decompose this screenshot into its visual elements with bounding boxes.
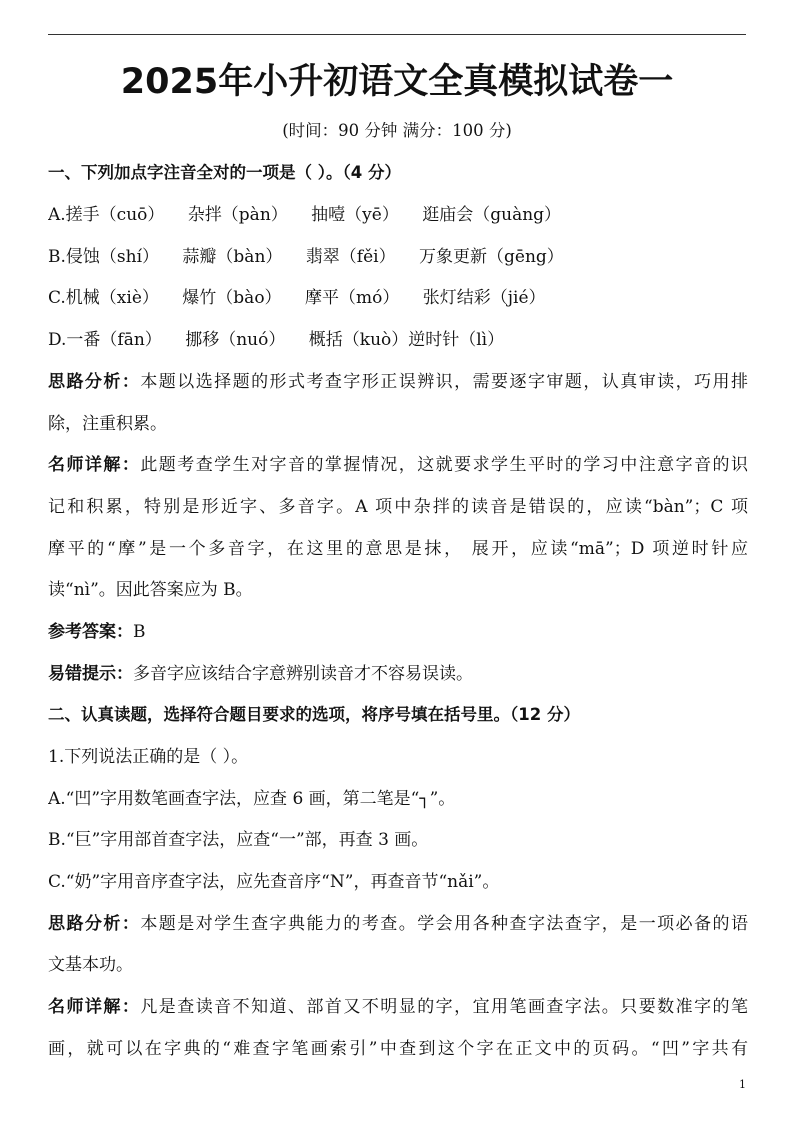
page-number: 1 (739, 1078, 746, 1091)
section2-detail-line-2: 画，就可以在字典的“难查字笔画索引”中查到这个字在正文中的页码。“凹”字共有 (48, 1039, 748, 1059)
option-d-item-3: 概括（kuò）逆时针（lì） (308, 330, 505, 350)
option-c-item-4: 张灯结彩（jié） (422, 288, 546, 308)
detail-label: 名师详解： (48, 455, 141, 475)
section1-detail-line-4: 读“nì”。因此答案应为 B。 (48, 580, 253, 600)
question-1-option-a: A.“凹”字用数笔画查字法，应查 6 画，第二笔是“┐”。 (48, 789, 456, 809)
option-a-item-3: 抽噎（yē） (311, 205, 399, 225)
tip-text: 多音字应该结合字意辨别读音才不容易误读。 (133, 664, 473, 684)
option-a (48, 202, 748, 228)
detail-text: 此题考查学生对字音的掌握情况，这就要求学生平时的学习中注意字音的识 (140, 455, 748, 475)
section2-heading: 二、认真读题，选择符合题目要求的选项，将序号填在括号里。（12 分） (48, 705, 580, 724)
section2-detail-line-1 (48, 994, 748, 1020)
option-c-item-3: 摩平（mó） (304, 288, 400, 308)
section2-analysis-line-2: 文基本功。 (48, 955, 133, 975)
section1-detail-line-2: 记和积累，特别是形近字、多音字。A 项中杂拌的读音是错误的，应读“bàn”；C 项 (48, 497, 748, 517)
option-b-item-3: 翡翠（fěi） (305, 247, 396, 267)
answer-value: B (133, 622, 146, 642)
detail-text: 凡是查读音不知道、部首又不明显的字，宜用笔画查字法。只要数准字的笔 (140, 997, 748, 1017)
option-b (48, 244, 748, 270)
option-b-item-1: B.侵蚀（shí） (48, 247, 160, 267)
section2-analysis-line-1 (48, 911, 748, 937)
exam-info: (时间：90 分钟 满分：100 分) (282, 121, 512, 140)
question-1-option-b: B.“巨”字用部首查字法，应查“一”部，再查 3 画。 (48, 830, 429, 850)
section1-detail-line-1 (48, 452, 748, 478)
tip-label: 易错提示： (48, 664, 133, 684)
analysis-label: 思路分析： (48, 372, 141, 392)
section1-answer (48, 619, 748, 645)
answer-label: 参考答案： (48, 622, 133, 642)
option-d-item-2: 挪移（nuó） (185, 330, 286, 350)
question-1-option-c: C.“奶”字用音序查字法，应先查音序“N”，再查音节“nǎi”。 (48, 872, 500, 892)
page-title: 2025年小升初语文全真模拟试卷一 (120, 62, 674, 102)
option-c (48, 285, 748, 311)
analysis-text: 本题以选择题的形式考查字形正误辨识，需要逐字审题，认真审读，巧用排 (140, 372, 748, 392)
analysis-label: 思路分析： (48, 914, 141, 934)
option-a-item-4: 逛庙会（guàng） (422, 205, 562, 225)
section1-analysis-line-2: 除，注重积累。 (48, 414, 167, 434)
option-b-item-2: 蒜瓣（bàn） (182, 247, 283, 267)
section1-heading: 一、下列加点字注音全对的一项是（ ）。（4 分） (48, 163, 401, 182)
analysis-text: 本题是对学生查字典能力的考查。学会用各种查字法查字，是一项必备的语 (140, 914, 748, 934)
detail-label: 名师详解： (48, 997, 141, 1017)
section1-tip (48, 661, 748, 687)
option-a-item-1: A.搓手（cuō） (48, 205, 165, 225)
section1-analysis-line-1 (48, 369, 748, 395)
question-1-stem: 1.下列说法正确的是（ ）。 (48, 747, 249, 767)
header-rule (48, 34, 746, 35)
option-d-item-1: D.一番（fān） (48, 330, 162, 350)
option-c-item-2: 爆竹（bào） (182, 288, 282, 308)
option-c-item-1: C.机械（xiè） (48, 288, 159, 308)
option-a-item-2: 杂拌（pàn） (187, 205, 288, 225)
section1-detail-line-3: 摩平的“摩”是一个多音字，在这里的意思是抹， 展开，应读“mā”；D 项逆时针应 (48, 539, 748, 559)
option-b-item-4: 万象更新（gēng） (419, 247, 564, 267)
option-d (48, 327, 748, 353)
